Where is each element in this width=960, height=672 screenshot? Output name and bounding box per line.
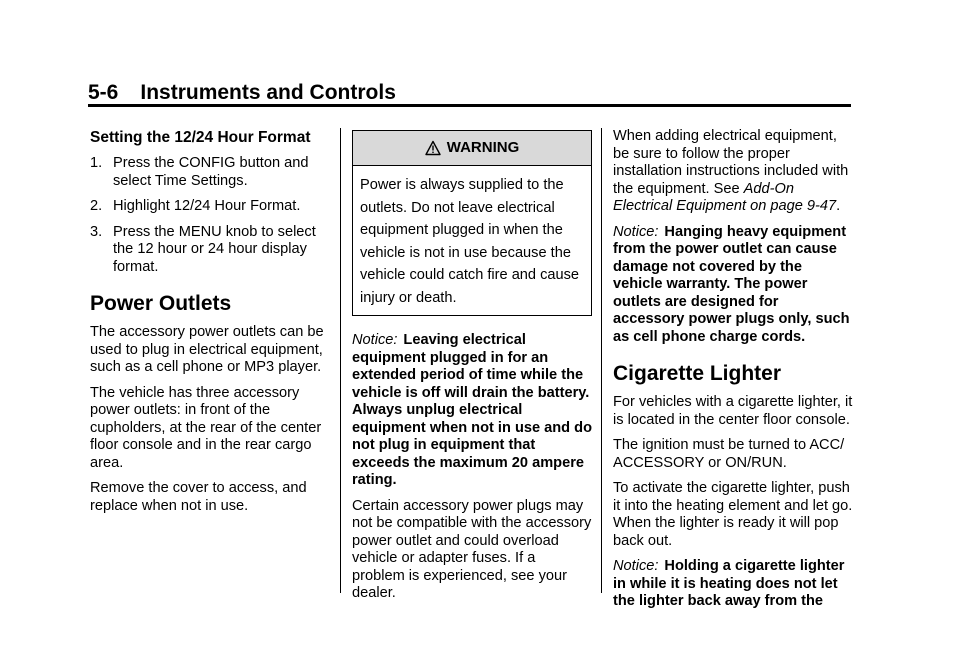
- column-divider: [340, 128, 341, 593]
- warning-text: Power is always supplied to the outlets. Do not leave electrical equipment plugged in when the vehicle is not in use because the vehicle could catch fire and cause injury or death.: [360, 177, 580, 306]
- step-number: 3.: [90, 223, 103, 240]
- header-rule: [88, 104, 851, 107]
- paragraph: [613, 128, 853, 216]
- warning-title: WARNING: [446, 139, 520, 157]
- warning-box: [352, 130, 592, 316]
- section-heading-power-outlets: Power Outlets: [90, 292, 232, 315]
- paragraph: The vehicle has three accessory power outlets: in front of the cupholders, at the rear of the center floor console and in the rear cargo area.: [90, 384, 322, 471]
- page-header: [88, 80, 851, 106]
- notice-label: Notice:: [352, 332, 398, 348]
- column-1: [90, 128, 330, 523]
- page-number: 5-6: [88, 81, 119, 104]
- notice: [613, 558, 853, 611]
- notice: [352, 332, 592, 490]
- paragraph: Remove the cover to access, and replace when not in use.: [90, 480, 307, 514]
- paragraph: Certain accessory power plugs may not be compatible with the accessory power outlet and could overload vehicle or adapter fuses. If a problem is experienced, see your dealer.: [352, 497, 592, 601]
- notice-text: Hanging heavy equipment from the power outlet can cause damage not covered by the vehicle warranty. The power outlets are designed for accessory power plugs only, such as cell phone charge cords.: [613, 223, 850, 345]
- paragraph: The ignition must be turned to ACC/ ACCESSORY or ON/RUN.: [613, 437, 845, 471]
- notice-text: Leaving electrical equipment plugged in for an extended period of time while the vehicle is off will drain the battery. Always unplug electrical equipment when not in use and do not plug in equipment that exceeds the maximum 20 ampere rating.: [352, 332, 592, 488]
- section-title: Instruments and Controls: [140, 81, 396, 104]
- list-item: [90, 224, 330, 277]
- notice-label: Notice:: [613, 558, 659, 574]
- paragraph: The accessory power outlets can be used to plug in electrical equipment, such as a cell phone or MP3 player.: [90, 324, 324, 375]
- step-number: 2.: [90, 198, 103, 214]
- column-2: [352, 128, 592, 611]
- steps-list: [90, 155, 330, 276]
- step-number: 1.: [90, 155, 103, 171]
- paragraph-end: .: [836, 198, 841, 214]
- step-text: Highlight 12/24 Hour Format.: [113, 198, 301, 214]
- paragraph: To activate the cigarette lighter, push it into the heating element and let go. When the lighter is ready it will pop back out.: [613, 480, 853, 549]
- paragraph-text: When adding electrical equipment, be sure to follow the proper installation instructions included with the equipment. See: [613, 128, 849, 197]
- notice-text: Holding a cigarette lighter in while it is heating does not let the lighter back away from the: [613, 558, 845, 609]
- list-item: [90, 155, 330, 190]
- notice-label: Notice:: [613, 223, 659, 240]
- step-text: Press the CONFIG button and select Time Settings.: [113, 155, 309, 189]
- header-title: [88, 80, 851, 106]
- subheading-12-24: Setting the 12/24 Hour Format: [90, 129, 311, 146]
- column-divider: [601, 128, 602, 593]
- paragraph: For vehicles with a cigarette lighter, it is located in the center floor console.: [613, 394, 853, 428]
- column-3: [613, 128, 853, 619]
- warning-header: [353, 131, 591, 166]
- warning-triangle-icon: [425, 140, 441, 156]
- list-item: [90, 198, 330, 216]
- step-text: Press the MENU knob to select the 12 hour or 24 hour display format.: [113, 223, 316, 275]
- notice: [613, 224, 853, 347]
- cross-reference-link[interactable]: Add-On Electrical Equipment on page 9-47: [613, 180, 837, 214]
- section-heading-cigarette-lighter: Cigarette Lighter: [613, 362, 782, 385]
